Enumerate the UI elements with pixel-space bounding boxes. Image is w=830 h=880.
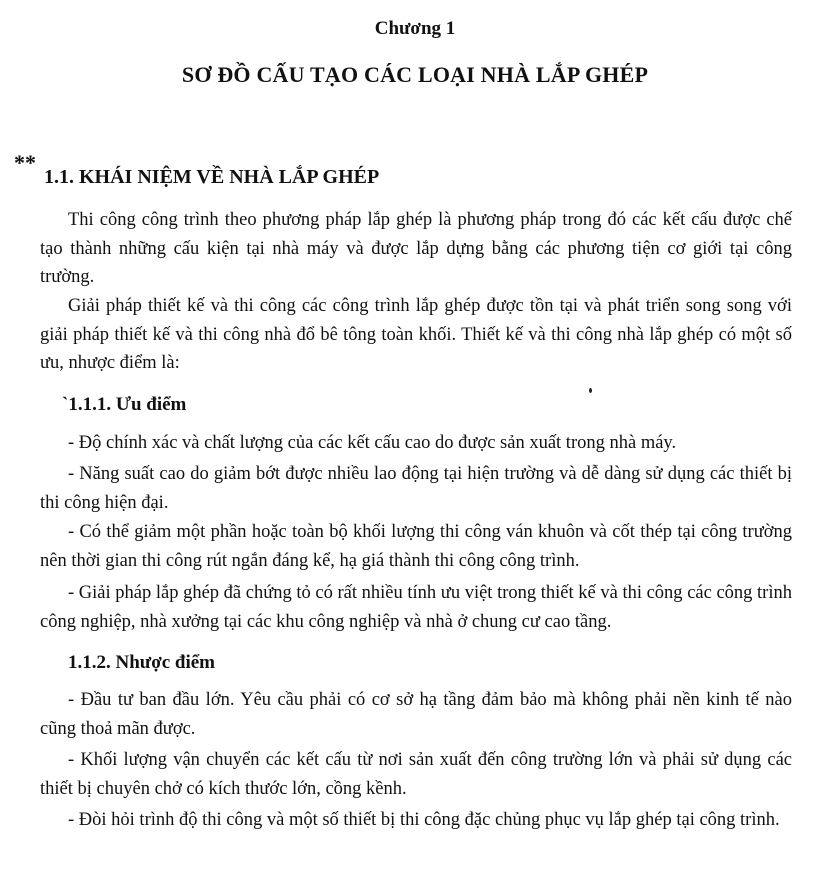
- chapter-label: Chương 1: [374, 18, 456, 39]
- advantage-item-1: - Độ chính xác và chất lượng của các kết cấu cao do được sản xuất trong nhà máy.: [68, 433, 677, 453]
- disadvantage-item-3: - Đòi hỏi trình độ thi công và một số thiết bị thi công đặc chủng phục vụ lắp ghép tại công trình.: [68, 810, 780, 830]
- disadvantages-heading: 1.1.2. Nhược điểm: [68, 652, 215, 673]
- section-heading: 1.1. KHÁI NIỆM VỀ NHÀ LẮP GHÉP: [44, 166, 380, 188]
- advantages-heading: `1.1.1. Ưu điểm: [62, 394, 187, 415]
- advantage-item-3: - Có thể giảm một phần hoặc toàn bộ khối lượng thi công ván khuôn và cốt thép tại công trường nên thời gian thi công rút ngắn đáng kể, hạ giá thành thi công công trình.: [40, 522, 792, 571]
- chapter-title: SƠ ĐỒ CẤU TẠO CÁC LOẠI NHÀ LẮP GHÉP: [181, 62, 649, 87]
- disadvantage-item-2: - Khối lượng vận chuyển các kết cấu từ nơi sản xuất đến công trường lớn và phải sử dụng các thiết bị chuyên chở có kích thước lớn, cồng kềnh.: [40, 750, 792, 799]
- intro-paragraph-1: Thi công công trình theo phương pháp lắp ghép là phương pháp trong đó các kết cấu được chế tạo thành những cấu kiện tại nhà máy và được lắp dựng bằng các phương tiện cơ giới tại công trường.: [40, 210, 792, 287]
- advantage-item-2: - Năng suất cao do giảm bớt được nhiều lao động tại hiện trường và dễ dàng sử dụng các thiết bị thi công hiện đại.: [40, 464, 792, 513]
- disadvantage-item-1: - Đầu tư ban đầu lớn. Yêu cầu phải có cơ sở hạ tầng đảm bảo mà không phải nền kinh tế nào cũng thoả mãn được.: [40, 690, 792, 739]
- intro-paragraph-2: Giải pháp thiết kế và thi công các công trình lắp ghép được tồn tại và phát triển song song với giải pháp thiết kế và thi công nhà đổ bê tông toàn khối. Thiết kế và thi công nhà lắp ghép có một số ưu, nhược điểm là:: [40, 296, 792, 373]
- section-marker: **: [14, 150, 36, 175]
- advantage-item-4: - Giải pháp lắp ghép đã chứng tỏ có rất nhiều tính ưu việt trong thiết kế và thi công các công trình công nghiệp, nhà xưởng tại các khu công nghiệp và nhà ở chung cư cao tầng.: [40, 583, 792, 632]
- scan-speck: [589, 388, 592, 393]
